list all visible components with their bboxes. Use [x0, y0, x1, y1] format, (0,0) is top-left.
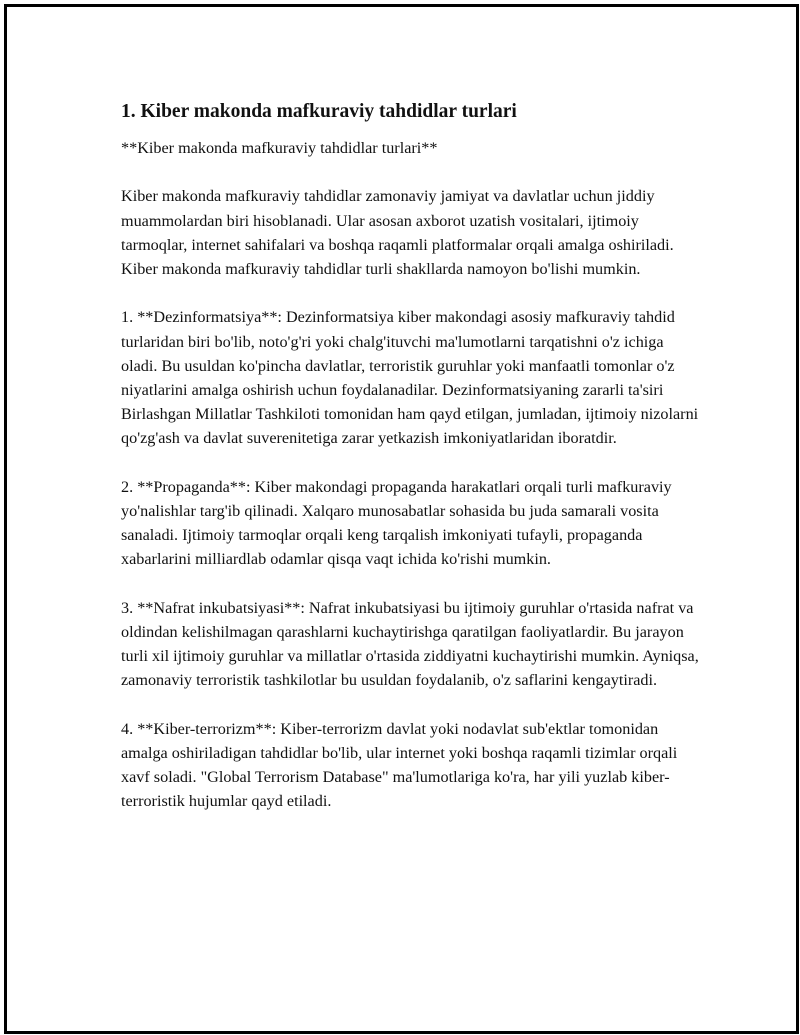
page-frame — [4, 4, 799, 1034]
paragraph-dezinformatsiya: 1. **Dezinformatsiya**: Dezinformatsiya kiber makondagi asosiy mafkuraviy tahdid turlaridan biri bo'lib, noto'g'ri yoki chalg'ituvchi ma'lumotlarni tarqatishni o'z ichiga oladi. Bu usuldan ko'pincha davlatlar, terroristik guruhlar yoki manfaatli tomonlar o'z niyatlarini amalga oshirish uchun foydalanadilar. Dezinformatsiyaning zararli ta'siri Birlashgan Millatlar Tashkiloti tomonidan ham qayd etilgan, jumladan, ijtimoiy nizolarni qo'zg'ash va davlat suverenitetiga zarar yetkazish imkoniyatlaridan iboratdir. — [121, 308, 699, 448]
document-heading: 1. Kiber makonda mafkuraviy tahdidlar turlari — [121, 101, 517, 122]
document-subtitle: **Kiber makonda mafkuraviy tahdidlar turlari** — [121, 139, 438, 157]
paragraph-propaganda: 2. **Propaganda**: Kiber makondagi propaganda harakatlari orqali turli mafkuraviy yo'nalishlar targ'ib qilinadi. Xalqaro munosabatlar sohasida bu juda samarali vosita sanaladi. Ijtimoiy tarmoqlar orqali keng tarqalish imkoniyati tufayli, propaganda xabarlarini milliardlab odamlar qisqa vaqt ichida ko'rishi mumkin. — [121, 477, 672, 569]
document-body — [121, 99, 701, 838]
intro-paragraph: Kiber makonda mafkuraviy tahdidlar zamonaviy jamiyat va davlatlar uchun jiddiy muammolardan biri hisoblanadi. Ular asosan axborot uzatish vositalari, ijtimoiy tarmoqlar, internet sahifalari va boshqa raqamli platformalar orqali amalga oshiriladi. Kiber makonda mafkuraviy tahdidlar turli shakllarda namoyon bo'lishi mumkin. — [121, 187, 674, 278]
paragraph-kiber-terrorizm: 4. **Kiber-terrorizm**: Kiber-terrorizm davlat yoki nodavlat sub'ektlar tomonidan amalga oshiriladigan tahdidlar bo'lib, ular internet yoki boshqa raqamli tizimlar orqali xavf soladi. "Global Terrorism Database" ma'lumotlariga ko'ra, har yili yuzlab kiber-terroristik hujumlar qayd etiladi. — [121, 719, 678, 811]
paragraph-nafrat-inkubatsiyasi: 3. **Nafrat inkubatsiyasi**: Nafrat inkubatsiyasi bu ijtimoiy guruhlar o'rtasida nafrat va oldindan kelishilmagan qarashlarni kuchaytirishga qaratilgan faoliyatlardir. Bu jarayon turli xil ijtimoiy guruhlar va millatlar o'rtasida ziddiyatni kuchaytirishi mumkin. Ayniqsa, zamonaviy terroristik tashkilotlar bu usuldan foydalanib, o'z saflarini kengaytiradi. — [121, 598, 699, 690]
